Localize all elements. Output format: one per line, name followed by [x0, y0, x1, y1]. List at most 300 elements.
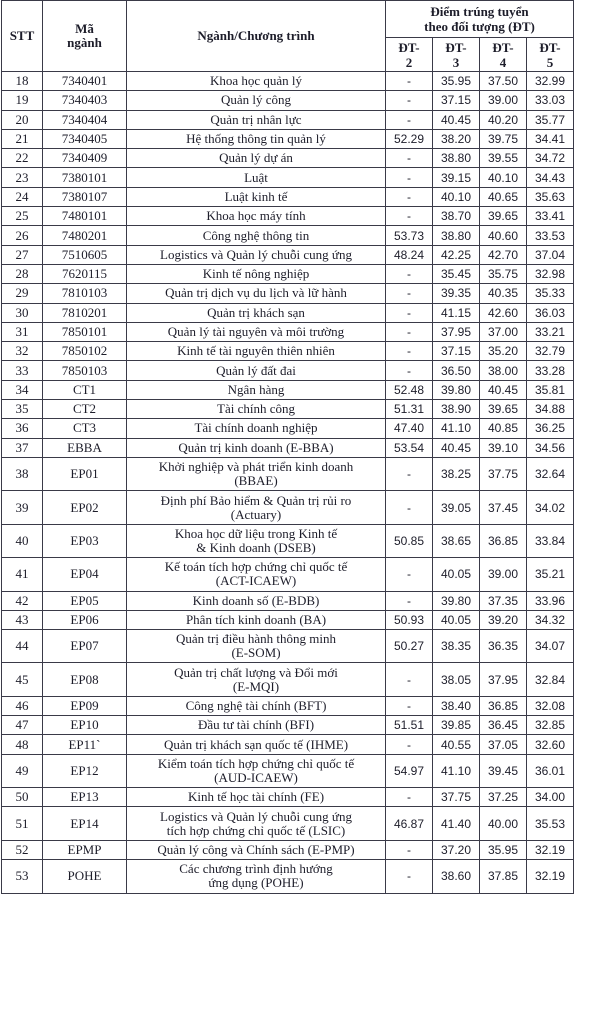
- program-name-line: Các chương trình định hướng: [179, 861, 333, 877]
- stt-cell: 44: [2, 630, 43, 663]
- dt3-score-cell: 39.85: [433, 716, 480, 735]
- dt4-score-cell: 36.85: [480, 696, 527, 715]
- program-name-cell: [127, 284, 386, 303]
- dt5-score-cell: 33.53: [527, 226, 574, 245]
- program-code-cell: 7810103: [43, 284, 127, 303]
- stt-cell: 23: [2, 168, 43, 187]
- dt4-score-cell: 39.65: [480, 400, 527, 419]
- dt2-score-cell: -: [386, 457, 433, 490]
- table-row: [2, 322, 574, 341]
- dt3-score-cell: 39.05: [433, 491, 480, 524]
- stt-cell: 47: [2, 716, 43, 735]
- stt-cell: 18: [2, 72, 43, 91]
- stt-cell: 22: [2, 149, 43, 168]
- program-code-cell: 7340409: [43, 149, 127, 168]
- table-row: [2, 361, 574, 380]
- program-name-line: Quản trị kinh doanh (E-BBA): [178, 439, 334, 455]
- program-name-line: Quản lý công: [220, 92, 292, 108]
- program-name-cell: [127, 187, 386, 206]
- table-row: [2, 91, 574, 110]
- program-name-cell: [127, 754, 386, 787]
- dt2-score-cell: 50.27: [386, 630, 433, 663]
- dt5-score-cell: 34.56: [527, 438, 574, 457]
- program-name-line: Luật kinh tế: [224, 188, 288, 204]
- program-code-cell: 7340401: [43, 72, 127, 91]
- program-code-cell: EBBA: [43, 438, 127, 457]
- dt2-score-cell: 51.31: [386, 400, 433, 419]
- dt5-score-cell: 32.79: [527, 342, 574, 361]
- program-name-cell: [127, 322, 386, 341]
- program-code-cell: EP02: [43, 491, 127, 524]
- program-name-line: (ACT-ICAEW): [215, 573, 297, 589]
- dt4-score-cell: 40.45: [480, 380, 527, 399]
- dt3-score-cell: 39.35: [433, 284, 480, 303]
- program-name-line: Quản trị điều hành thông minh: [176, 631, 336, 647]
- dt4-score-cell: 35.75: [480, 264, 527, 283]
- table-row: [2, 558, 574, 591]
- dt4-score-cell: 39.65: [480, 207, 527, 226]
- dt4-score-cell: 40.65: [480, 187, 527, 206]
- table-row: [2, 400, 574, 419]
- dt3-score-cell: 40.10: [433, 187, 480, 206]
- dt5-header: ĐT- 5: [527, 38, 574, 72]
- dt5-score-cell: 32.19: [527, 840, 574, 859]
- dt5-score-cell: 34.02: [527, 491, 574, 524]
- dt4-score-cell: 37.25: [480, 788, 527, 807]
- table-row: [2, 591, 574, 610]
- program-name-cell: [127, 149, 386, 168]
- program-name-cell: [127, 207, 386, 226]
- program-code-cell: 7380101: [43, 168, 127, 187]
- dt2-score-cell: -: [386, 187, 433, 206]
- program-name-cell: [127, 591, 386, 610]
- stt-cell: 48: [2, 735, 43, 754]
- table-row: [2, 207, 574, 226]
- table-row: [2, 380, 574, 399]
- dt3-score-cell: 39.80: [433, 380, 480, 399]
- program-header: Ngành/Chương trình: [127, 1, 386, 72]
- program-name-cell: [127, 716, 386, 735]
- dt4-score-cell: 39.00: [480, 558, 527, 591]
- table-row: [2, 129, 574, 148]
- dt5-score-cell: 34.00: [527, 788, 574, 807]
- program-name-cell: [127, 840, 386, 859]
- dt5-score-cell: 32.98: [527, 264, 574, 283]
- program-name-line: (BBAE): [234, 473, 278, 489]
- dt3-score-cell: 38.90: [433, 400, 480, 419]
- program-name-line: Khởi nghiệp và phát triển kinh doanh: [158, 459, 354, 475]
- admission-score-document: [1, 0, 574, 894]
- program-name-cell: [127, 226, 386, 245]
- dt4-score-cell: 36.35: [480, 630, 527, 663]
- dt3-score-cell: 36.50: [433, 361, 480, 380]
- program-name-line: Quản lý đất đai: [216, 362, 296, 378]
- program-name-cell: [127, 491, 386, 524]
- table-row: [2, 630, 574, 663]
- program-name-line: (E-MQI): [232, 678, 280, 694]
- program-name-line: (Actuary): [230, 506, 282, 522]
- table-row: [2, 610, 574, 629]
- program-name-cell: [127, 663, 386, 696]
- table-row: [2, 663, 574, 696]
- dt4-score-cell: 36.45: [480, 716, 527, 735]
- table-row: [2, 419, 574, 438]
- program-name-line: (AUD-ICAEW): [214, 769, 298, 785]
- dt4-score-cell: 36.85: [480, 524, 527, 557]
- dt2-score-cell: -: [386, 322, 433, 341]
- dt2-score-cell: -: [386, 860, 433, 893]
- program-name-cell: [127, 457, 386, 490]
- program-code-cell: 7480101: [43, 207, 127, 226]
- dt3-score-cell: 38.20: [433, 129, 480, 148]
- program-code-cell: EP01: [43, 457, 127, 490]
- program-name-line: Phân tích kinh doanh (BA): [185, 611, 327, 627]
- dt5-score-cell: 36.03: [527, 303, 574, 322]
- dt5-score-cell: 36.01: [527, 754, 574, 787]
- dt4-score-cell: 37.95: [480, 663, 527, 696]
- code-header: [43, 1, 127, 72]
- dt5-score-cell: 34.72: [527, 149, 574, 168]
- dt2-score-cell: 53.54: [386, 438, 433, 457]
- dt2-score-cell: -: [386, 361, 433, 380]
- dt2-score-cell: -: [386, 840, 433, 859]
- program-name-line: Tài chính công: [217, 401, 295, 417]
- program-name-line: Định phí Bảo hiểm & Quản trị rủi ro: [160, 492, 352, 508]
- program-name-line: Quản trị dịch vụ du lịch và lữ hành: [165, 285, 347, 301]
- dt3-score-cell: 41.40: [433, 807, 480, 840]
- dt2-score-cell: -: [386, 558, 433, 591]
- dt5-score-cell: 34.07: [527, 630, 574, 663]
- program-name-line: Khoa học máy tính: [206, 208, 306, 224]
- stt-cell: 37: [2, 438, 43, 457]
- dt5-score-cell: 32.08: [527, 696, 574, 715]
- stt-cell: 38: [2, 457, 43, 490]
- program-name-cell: [127, 860, 386, 893]
- program-code-cell: 7480201: [43, 226, 127, 245]
- dt4-score-cell: 40.60: [480, 226, 527, 245]
- dt4-score-cell: 40.85: [480, 419, 527, 438]
- dt3-score-cell: 40.45: [433, 110, 480, 129]
- code-header-line2: ngành: [67, 35, 102, 50]
- dt4-score-cell: 40.00: [480, 807, 527, 840]
- table-row: [2, 860, 574, 893]
- program-name-cell: [127, 524, 386, 557]
- program-code-cell: 7620115: [43, 264, 127, 283]
- table-row: [2, 696, 574, 715]
- program-name-line: Quản trị chất lượng và Đổi mới: [174, 664, 338, 680]
- dt3-score-cell: 40.05: [433, 558, 480, 591]
- dt4-score-cell: 40.10: [480, 168, 527, 187]
- dt4-score-cell: 37.35: [480, 591, 527, 610]
- program-code-cell: 7510605: [43, 245, 127, 264]
- dt5-score-cell: 33.21: [527, 322, 574, 341]
- program-code-cell: EP10: [43, 716, 127, 735]
- dt4-score-cell: 39.10: [480, 438, 527, 457]
- program-code-cell: EPMP: [43, 840, 127, 859]
- program-code-cell: 7340404: [43, 110, 127, 129]
- dt4-score-cell: 40.20: [480, 110, 527, 129]
- program-code-cell: 7850103: [43, 361, 127, 380]
- dt5-score-cell: 35.63: [527, 187, 574, 206]
- program-name-cell: [127, 788, 386, 807]
- dt3-score-cell: 38.65: [433, 524, 480, 557]
- program-name-cell: [127, 400, 386, 419]
- dt2-score-cell: -: [386, 303, 433, 322]
- dt3-score-cell: 38.70: [433, 207, 480, 226]
- dt3-score-cell: 39.80: [433, 591, 480, 610]
- program-name-line: Khoa học quản lý: [209, 73, 303, 89]
- program-code-cell: EP08: [43, 663, 127, 696]
- table-row: [2, 438, 574, 457]
- dt5-score-cell: 36.25: [527, 419, 574, 438]
- table-row: [2, 168, 574, 187]
- stt-cell: 26: [2, 226, 43, 245]
- program-code-cell: CT2: [43, 400, 127, 419]
- program-name-cell: [127, 245, 386, 264]
- stt-cell: 49: [2, 754, 43, 787]
- stt-cell: 40: [2, 524, 43, 557]
- program-name-line: Luật: [244, 169, 268, 185]
- program-name-line: Quản lý dự án: [219, 150, 293, 166]
- program-code-cell: 7850101: [43, 322, 127, 341]
- dt4-score-cell: 37.45: [480, 491, 527, 524]
- stt-cell: 33: [2, 361, 43, 380]
- program-name-line: (E-SOM): [231, 645, 281, 661]
- program-name-line: Quản trị khách sạn quốc tế (IHME): [163, 736, 349, 752]
- stt-cell: 21: [2, 129, 43, 148]
- dt2-score-cell: -: [386, 149, 433, 168]
- dt2-score-cell: 51.51: [386, 716, 433, 735]
- stt-cell: 42: [2, 591, 43, 610]
- dt5-score-cell: 34.43: [527, 168, 574, 187]
- program-name-cell: [127, 72, 386, 91]
- stt-cell: 32: [2, 342, 43, 361]
- stt-cell: 36: [2, 419, 43, 438]
- dt2-score-cell: -: [386, 168, 433, 187]
- program-name-cell: [127, 303, 386, 322]
- program-name-cell: [127, 735, 386, 754]
- dt3-score-cell: 41.10: [433, 754, 480, 787]
- dt2-score-cell: -: [386, 342, 433, 361]
- stt-cell: 53: [2, 860, 43, 893]
- dt5-score-cell: 34.41: [527, 129, 574, 148]
- dt4-score-cell: 40.35: [480, 284, 527, 303]
- dt5-score-cell: 33.84: [527, 524, 574, 557]
- program-name-line: Quản lý tài nguyên và môi trường: [167, 324, 345, 339]
- dt2-score-cell: -: [386, 663, 433, 696]
- admission-score-table: [1, 0, 574, 894]
- dt2-score-cell: -: [386, 110, 433, 129]
- dt2-score-cell: -: [386, 735, 433, 754]
- dt3-score-cell: 42.25: [433, 245, 480, 264]
- dt5-score-cell: 35.33: [527, 284, 574, 303]
- dt3-score-cell: 38.40: [433, 696, 480, 715]
- program-code-cell: EP09: [43, 696, 127, 715]
- dt5-score-cell: 32.84: [527, 663, 574, 696]
- dt2-score-cell: 47.40: [386, 419, 433, 438]
- dt2-score-cell: -: [386, 696, 433, 715]
- dt3-score-cell: 35.95: [433, 72, 480, 91]
- dt3-score-cell: 41.10: [433, 419, 480, 438]
- table-row: [2, 303, 574, 322]
- dt5-score-cell: 37.04: [527, 245, 574, 264]
- program-name-cell: [127, 696, 386, 715]
- dt4-score-cell: 39.55: [480, 149, 527, 168]
- stt-cell: 46: [2, 696, 43, 715]
- program-name-line: Công nghệ tài chính (BFT): [185, 698, 327, 714]
- dt5-score-cell: 32.60: [527, 735, 574, 754]
- program-name-cell: [127, 168, 386, 187]
- dt2-score-cell: -: [386, 284, 433, 303]
- dt5-score-cell: 35.81: [527, 380, 574, 399]
- stt-cell: 45: [2, 663, 43, 696]
- table-row: [2, 735, 574, 754]
- program-name-line: Kinh tế tài nguyên thiên nhiên: [177, 343, 335, 359]
- dt4-score-cell: 37.00: [480, 322, 527, 341]
- program-code-cell: 7340405: [43, 129, 127, 148]
- dt5-score-cell: 32.99: [527, 72, 574, 91]
- table-row: [2, 457, 574, 490]
- dt2-header: ĐT- 2: [386, 38, 433, 72]
- program-name-cell: [127, 807, 386, 840]
- dt2-score-cell: 50.85: [386, 524, 433, 557]
- table-row: [2, 149, 574, 168]
- program-code-cell: POHE: [43, 860, 127, 893]
- dt3-score-cell: 38.80: [433, 226, 480, 245]
- dt3-score-cell: 38.05: [433, 663, 480, 696]
- program-name-cell: [127, 129, 386, 148]
- dt3-score-cell: 37.95: [433, 322, 480, 341]
- score-header-line1: Điểm trúng tuyển: [430, 4, 529, 19]
- stt-cell: 52: [2, 840, 43, 859]
- program-name-cell: [127, 264, 386, 283]
- program-name-cell: [127, 558, 386, 591]
- dt3-header: ĐT- 3: [433, 38, 480, 72]
- program-code-cell: 7850102: [43, 342, 127, 361]
- dt3-score-cell: 39.15: [433, 168, 480, 187]
- dt5-score-cell: 34.32: [527, 610, 574, 629]
- program-name-line: Kinh doanh số (E-BDB): [192, 592, 320, 608]
- dt3-score-cell: 35.45: [433, 264, 480, 283]
- dt5-score-cell: 33.28: [527, 361, 574, 380]
- stt-cell: 20: [2, 110, 43, 129]
- dt4-score-cell: 35.20: [480, 342, 527, 361]
- dt5-score-cell: 33.41: [527, 207, 574, 226]
- stt-cell: 51: [2, 807, 43, 840]
- dt2-score-cell: -: [386, 91, 433, 110]
- program-name-line: Công nghệ thông tin: [202, 227, 310, 243]
- program-name-cell: [127, 91, 386, 110]
- stt-cell: 28: [2, 264, 43, 283]
- program-name-line: Logistics và Quản lý chuỗi cung ứng: [160, 808, 352, 824]
- program-code-cell: CT1: [43, 380, 127, 399]
- dt4-score-cell: 39.75: [480, 129, 527, 148]
- stt-cell: 27: [2, 245, 43, 264]
- dt2-score-cell: -: [386, 591, 433, 610]
- dt2-score-cell: 46.87: [386, 807, 433, 840]
- program-name-cell: [127, 419, 386, 438]
- program-name-line: tích hợp chứng chỉ quốc tế (LSIC): [166, 822, 346, 838]
- dt3-score-cell: 38.80: [433, 149, 480, 168]
- table-row: [2, 342, 574, 361]
- program-name-cell: [127, 438, 386, 457]
- dt3-score-cell: 40.45: [433, 438, 480, 457]
- table-row: [2, 226, 574, 245]
- dt2-score-cell: -: [386, 264, 433, 283]
- stt-cell: 41: [2, 558, 43, 591]
- code-header-line1: Mã: [75, 21, 94, 36]
- dt3-score-cell: 38.35: [433, 630, 480, 663]
- program-code-cell: 7380107: [43, 187, 127, 206]
- dt3-score-cell: 38.25: [433, 457, 480, 490]
- score-header-line2: theo đối tượng (ĐT): [424, 19, 535, 34]
- stt-cell: 31: [2, 322, 43, 341]
- stt-cell: 34: [2, 380, 43, 399]
- dt5-score-cell: 34.88: [527, 400, 574, 419]
- dt3-score-cell: 37.15: [433, 91, 480, 110]
- dt4-score-cell: 39.45: [480, 754, 527, 787]
- table-row: [2, 245, 574, 264]
- program-code-cell: EP03: [43, 524, 127, 557]
- program-code-cell: EP06: [43, 610, 127, 629]
- dt2-score-cell: -: [386, 72, 433, 91]
- stt-cell: 19: [2, 91, 43, 110]
- program-name-line: Tài chính doanh nghiệp: [194, 420, 318, 436]
- table-body: [2, 72, 574, 894]
- table-row: [2, 754, 574, 787]
- program-code-cell: EP14: [43, 807, 127, 840]
- program-code-cell: EP11`: [43, 735, 127, 754]
- program-code-cell: EP12: [43, 754, 127, 787]
- dt5-score-cell: 33.96: [527, 591, 574, 610]
- program-name-cell: [127, 342, 386, 361]
- dt5-score-cell: 32.85: [527, 716, 574, 735]
- program-name-line: Kinh tế học tài chính (FE): [187, 789, 325, 805]
- dt5-score-cell: 32.64: [527, 457, 574, 490]
- stt-cell: 29: [2, 284, 43, 303]
- program-name-line: Kinh tế nông nghiệp: [202, 266, 310, 282]
- table-row: [2, 264, 574, 283]
- score-group-header: [386, 1, 574, 38]
- dt4-score-cell: 39.20: [480, 610, 527, 629]
- program-name-line: Logistics và Quản lý chuỗi cung ứng: [160, 246, 352, 262]
- dt4-score-cell: 35.95: [480, 840, 527, 859]
- program-name-cell: [127, 630, 386, 663]
- stt-cell: 50: [2, 788, 43, 807]
- program-name-cell: [127, 380, 386, 399]
- dt3-score-cell: 40.55: [433, 735, 480, 754]
- program-name-cell: [127, 361, 386, 380]
- dt2-score-cell: 52.29: [386, 129, 433, 148]
- program-name-line: Khoa học dữ liệu trong Kinh tế: [174, 525, 338, 541]
- dt4-score-cell: 42.70: [480, 245, 527, 264]
- dt5-score-cell: 35.21: [527, 558, 574, 591]
- table-row: [2, 840, 574, 859]
- dt4-score-cell: 37.05: [480, 735, 527, 754]
- dt5-score-cell: 33.03: [527, 91, 574, 110]
- program-name-cell: [127, 610, 386, 629]
- dt4-score-cell: 37.50: [480, 72, 527, 91]
- table-row: [2, 187, 574, 206]
- dt4-score-cell: 37.85: [480, 860, 527, 893]
- dt2-score-cell: 50.93: [386, 610, 433, 629]
- table-row: [2, 284, 574, 303]
- program-code-cell: 7340403: [43, 91, 127, 110]
- program-code-cell: 7810201: [43, 303, 127, 322]
- program-name-line: Hệ thống thông tin quản lý: [186, 131, 326, 147]
- dt2-score-cell: -: [386, 491, 433, 524]
- program-name-line: Quản lý công và Chính sách (E-PMP): [157, 841, 355, 857]
